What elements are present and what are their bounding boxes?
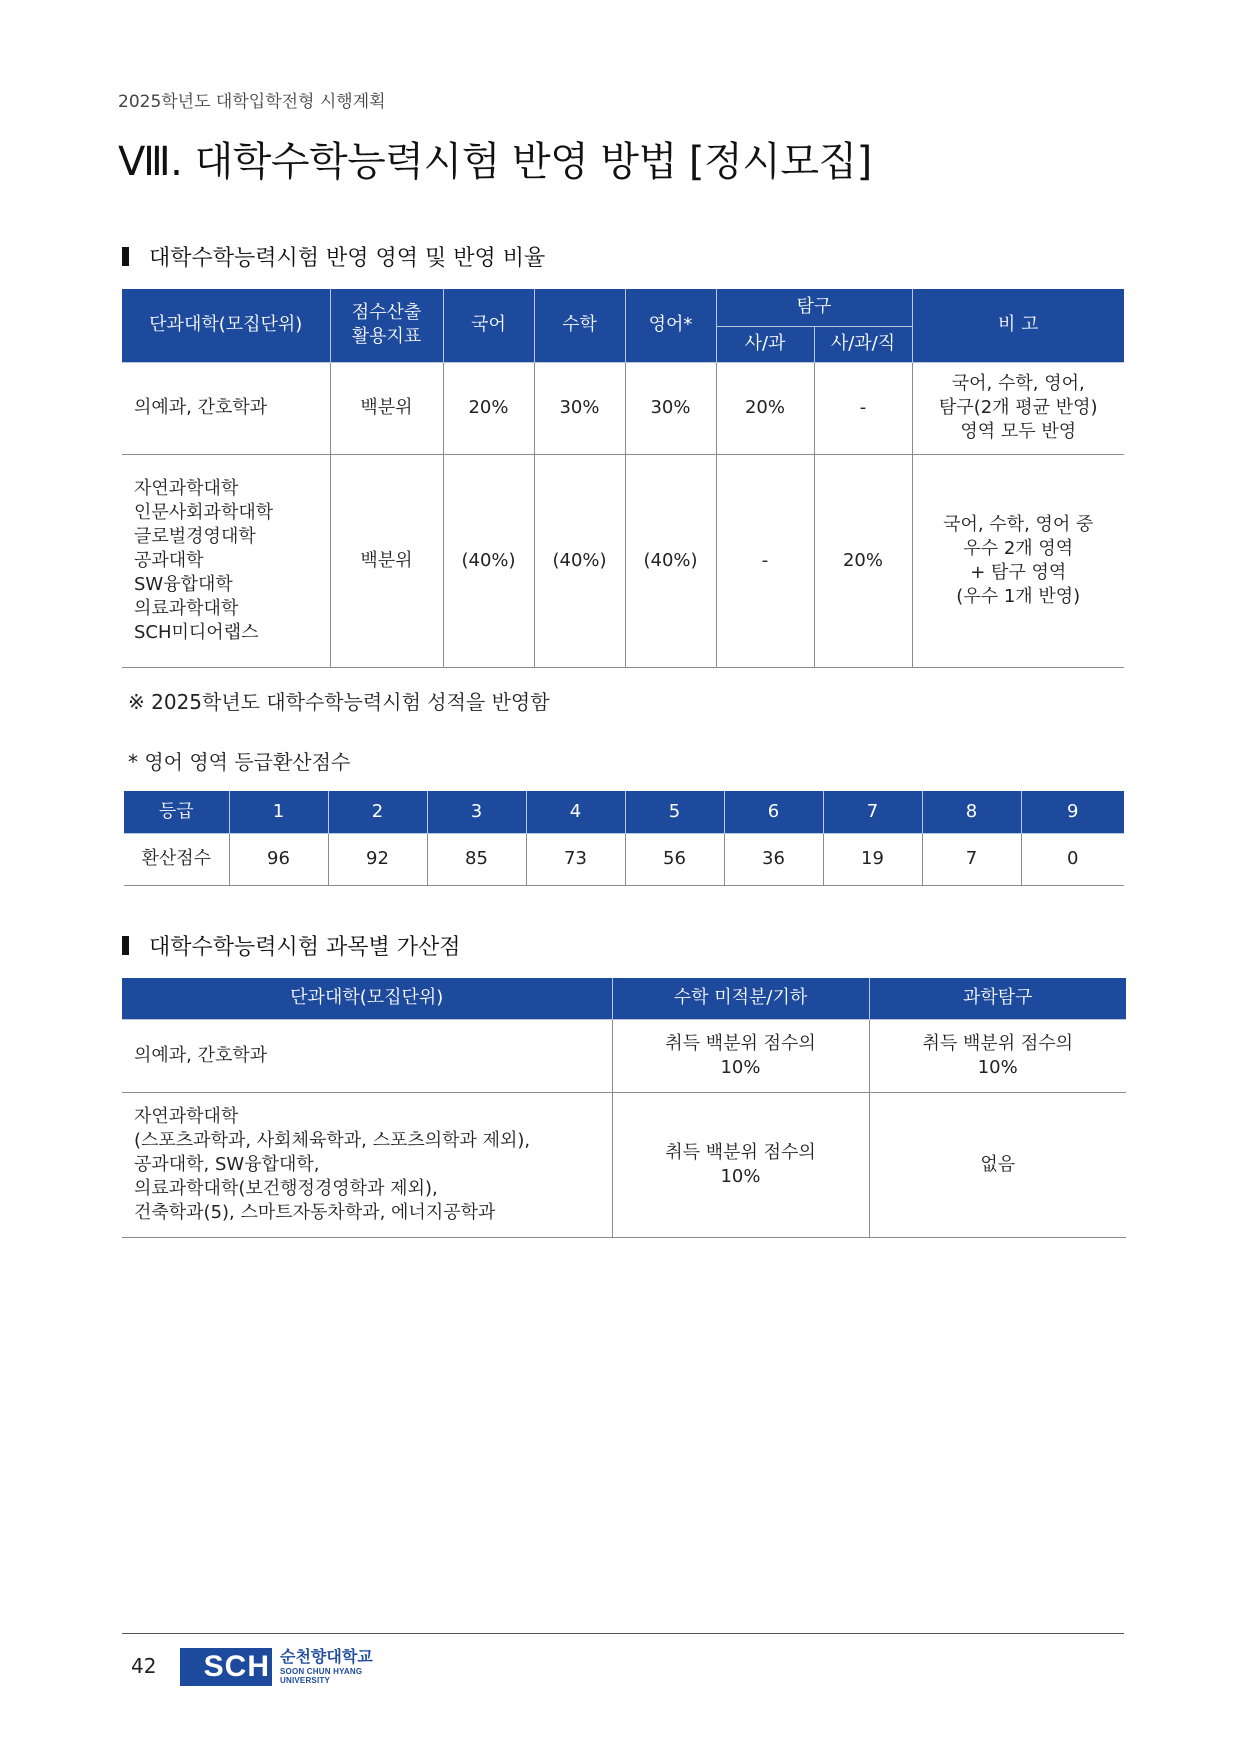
remarks-line: 탐구(2개 평균 반영) xyxy=(938,397,1098,418)
soc-sci-cell: - xyxy=(716,454,814,667)
section-heading-1-text: 대학수학능력시험 반영 영역 및 반영 비율 xyxy=(149,246,546,271)
header-math: 수학 xyxy=(534,289,625,362)
table-row xyxy=(122,362,1124,454)
footer-divider xyxy=(122,1633,1124,1634)
header-korean: 국어 xyxy=(443,289,534,362)
korean-cell: 20% xyxy=(443,362,534,454)
table-row xyxy=(122,1092,1126,1237)
science-bonus-cell xyxy=(869,1019,1126,1092)
score-row-label: 환산점수 xyxy=(124,833,229,885)
bonus-line: 10% xyxy=(720,1165,761,1187)
score-cell: 73 xyxy=(526,833,625,885)
bonus-line: 취득 백분위 점수의 xyxy=(922,1032,1074,1054)
grade-cell: 6 xyxy=(724,791,823,833)
university-logo xyxy=(180,1648,373,1686)
english-cell: (40%) xyxy=(625,454,716,667)
unit-cell xyxy=(122,454,330,667)
unit-line: 의료과학대학 xyxy=(134,597,239,619)
unit-line: SCH미디어랩스 xyxy=(134,621,259,643)
section-heading-2-text: 대학수학능력시험 과목별 가산점 xyxy=(149,935,461,960)
unit-line: 인문사회과학대학 xyxy=(134,501,274,523)
section-heading-1 xyxy=(122,241,545,272)
unit-line: 공과대학, SW융합대학, xyxy=(134,1153,320,1175)
table-row xyxy=(122,454,1124,667)
bonus-line: 취득 백분위 점수의 xyxy=(665,1141,816,1163)
unit-line: 의예과, 간호학과 xyxy=(134,1044,268,1066)
remarks-cell xyxy=(912,362,1124,454)
score-cell: 96 xyxy=(229,833,328,885)
document-header: 2025학년도 대학입학전형 시행계획 xyxy=(118,92,386,112)
score-cell: 92 xyxy=(328,833,427,885)
header-soc-sci: 사/과 xyxy=(716,326,814,362)
note-english-grade: * 영어 영역 등급환산점수 xyxy=(128,750,351,774)
grade-cell: 7 xyxy=(823,791,922,833)
header-remarks: 비 고 xyxy=(912,289,1124,362)
score-cell: 7 xyxy=(922,833,1021,885)
score-cell: 19 xyxy=(823,833,922,885)
unit-line: 건축학과(5), 스마트자동차학과, 에너지공학과 xyxy=(134,1201,496,1223)
note-reflection: ※ 2025학년도 대학수학능력시험 성적을 반영함 xyxy=(128,690,550,714)
sch-logo-mark: SCH xyxy=(180,1648,272,1686)
score-index-cell: 백분위 xyxy=(330,454,443,667)
ratio-table xyxy=(122,289,1124,668)
unit-line: 글로벌경영대학 xyxy=(134,525,256,547)
unit-line: 공과대학 xyxy=(134,549,204,571)
english-grade-table xyxy=(124,791,1124,886)
grade-cell: 4 xyxy=(526,791,625,833)
score-index-cell: 백분위 xyxy=(330,362,443,454)
unit-cell xyxy=(122,362,330,454)
logo-english-name-1: SOON CHUN HYANG xyxy=(280,1667,363,1676)
table-row xyxy=(122,1019,1126,1092)
logo-english-name-2: UNIVERSITY xyxy=(280,1676,331,1685)
header-inquiry: 탐구 xyxy=(716,289,912,326)
english-cell: 30% xyxy=(625,362,716,454)
score-cell: 85 xyxy=(427,833,526,885)
header-score-index-line2: 활용지표 xyxy=(351,326,422,348)
grade-row-label: 등급 xyxy=(124,791,229,833)
header-score-index xyxy=(330,289,443,362)
remarks-line: 영역 모두 반영 xyxy=(960,421,1077,442)
math-bonus-cell xyxy=(612,1019,869,1092)
korean-cell: (40%) xyxy=(443,454,534,667)
unit-line: 자연과학대학 xyxy=(134,1105,239,1127)
math-bonus-cell xyxy=(612,1092,869,1237)
remarks-line: (우수 1개 반영) xyxy=(956,585,1081,607)
unit-line: 자연과학대학 xyxy=(134,477,239,499)
science-bonus-cell xyxy=(869,1092,1126,1237)
soc-sci-voc-cell: 20% xyxy=(814,454,912,667)
header-science-bonus: 과학탐구 xyxy=(869,978,1126,1019)
grade-cell: 9 xyxy=(1021,791,1124,833)
bonus-line: 10% xyxy=(720,1056,761,1078)
logo-korean-name: 순천향대학교 xyxy=(280,1649,373,1666)
math-cell: 30% xyxy=(534,362,625,454)
unit-line: 의료과학대학(보건행정경영학과 제외), xyxy=(134,1177,438,1199)
remarks-line: 국어, 수학, 영어 중 xyxy=(943,513,1094,535)
grade-cell: 8 xyxy=(922,791,1021,833)
header-unit: 단과대학(모집단위) xyxy=(122,289,330,362)
bonus-table xyxy=(122,978,1126,1238)
page-title: Ⅷ. 대학수학능력시험 반영 방법 [정시모집] xyxy=(118,139,872,185)
remarks-line: 국어, 수학, 영어, xyxy=(951,373,1085,394)
header-english: 영어* xyxy=(625,289,716,362)
bonus-line: 10% xyxy=(977,1056,1018,1078)
grade-cell: 1 xyxy=(229,791,328,833)
unit-cell xyxy=(122,1019,612,1092)
unit-cell xyxy=(122,1092,612,1237)
header-soc-sci-voc: 사/과/직 xyxy=(814,326,912,362)
logo-text xyxy=(280,1649,373,1685)
bonus-line: 없음 xyxy=(980,1153,1016,1175)
score-cell: 36 xyxy=(724,833,823,885)
section-marker-icon xyxy=(122,247,129,266)
header-unit: 단과대학(모집단위) xyxy=(122,978,612,1019)
grade-cell: 3 xyxy=(427,791,526,833)
grade-cell: 2 xyxy=(328,791,427,833)
unit-line: SW융합대학 xyxy=(134,573,233,595)
unit-line: (스포츠과학과, 사회체육학과, 스포츠의학과 제외), xyxy=(134,1129,531,1151)
soc-sci-voc-cell: - xyxy=(814,362,912,454)
unit-line: 의예과, 간호학과 xyxy=(134,397,268,418)
remarks-line: 우수 2개 영역 xyxy=(963,537,1074,559)
score-cell: 56 xyxy=(625,833,724,885)
section-heading-2 xyxy=(122,930,461,961)
header-score-index-line1: 점수산출 xyxy=(351,302,422,324)
remarks-line: + 탐구 영역 xyxy=(970,561,1067,583)
table-row xyxy=(124,833,1124,885)
remarks-cell xyxy=(912,454,1124,667)
page-number: 42 xyxy=(131,1654,157,1678)
score-cell: 0 xyxy=(1021,833,1124,885)
soc-sci-cell: 20% xyxy=(716,362,814,454)
bonus-line: 취득 백분위 점수의 xyxy=(665,1032,816,1054)
header-math-bonus: 수학 미적분/기하 xyxy=(612,978,869,1019)
grade-cell: 5 xyxy=(625,791,724,833)
section-marker-icon xyxy=(122,936,129,955)
math-cell: (40%) xyxy=(534,454,625,667)
